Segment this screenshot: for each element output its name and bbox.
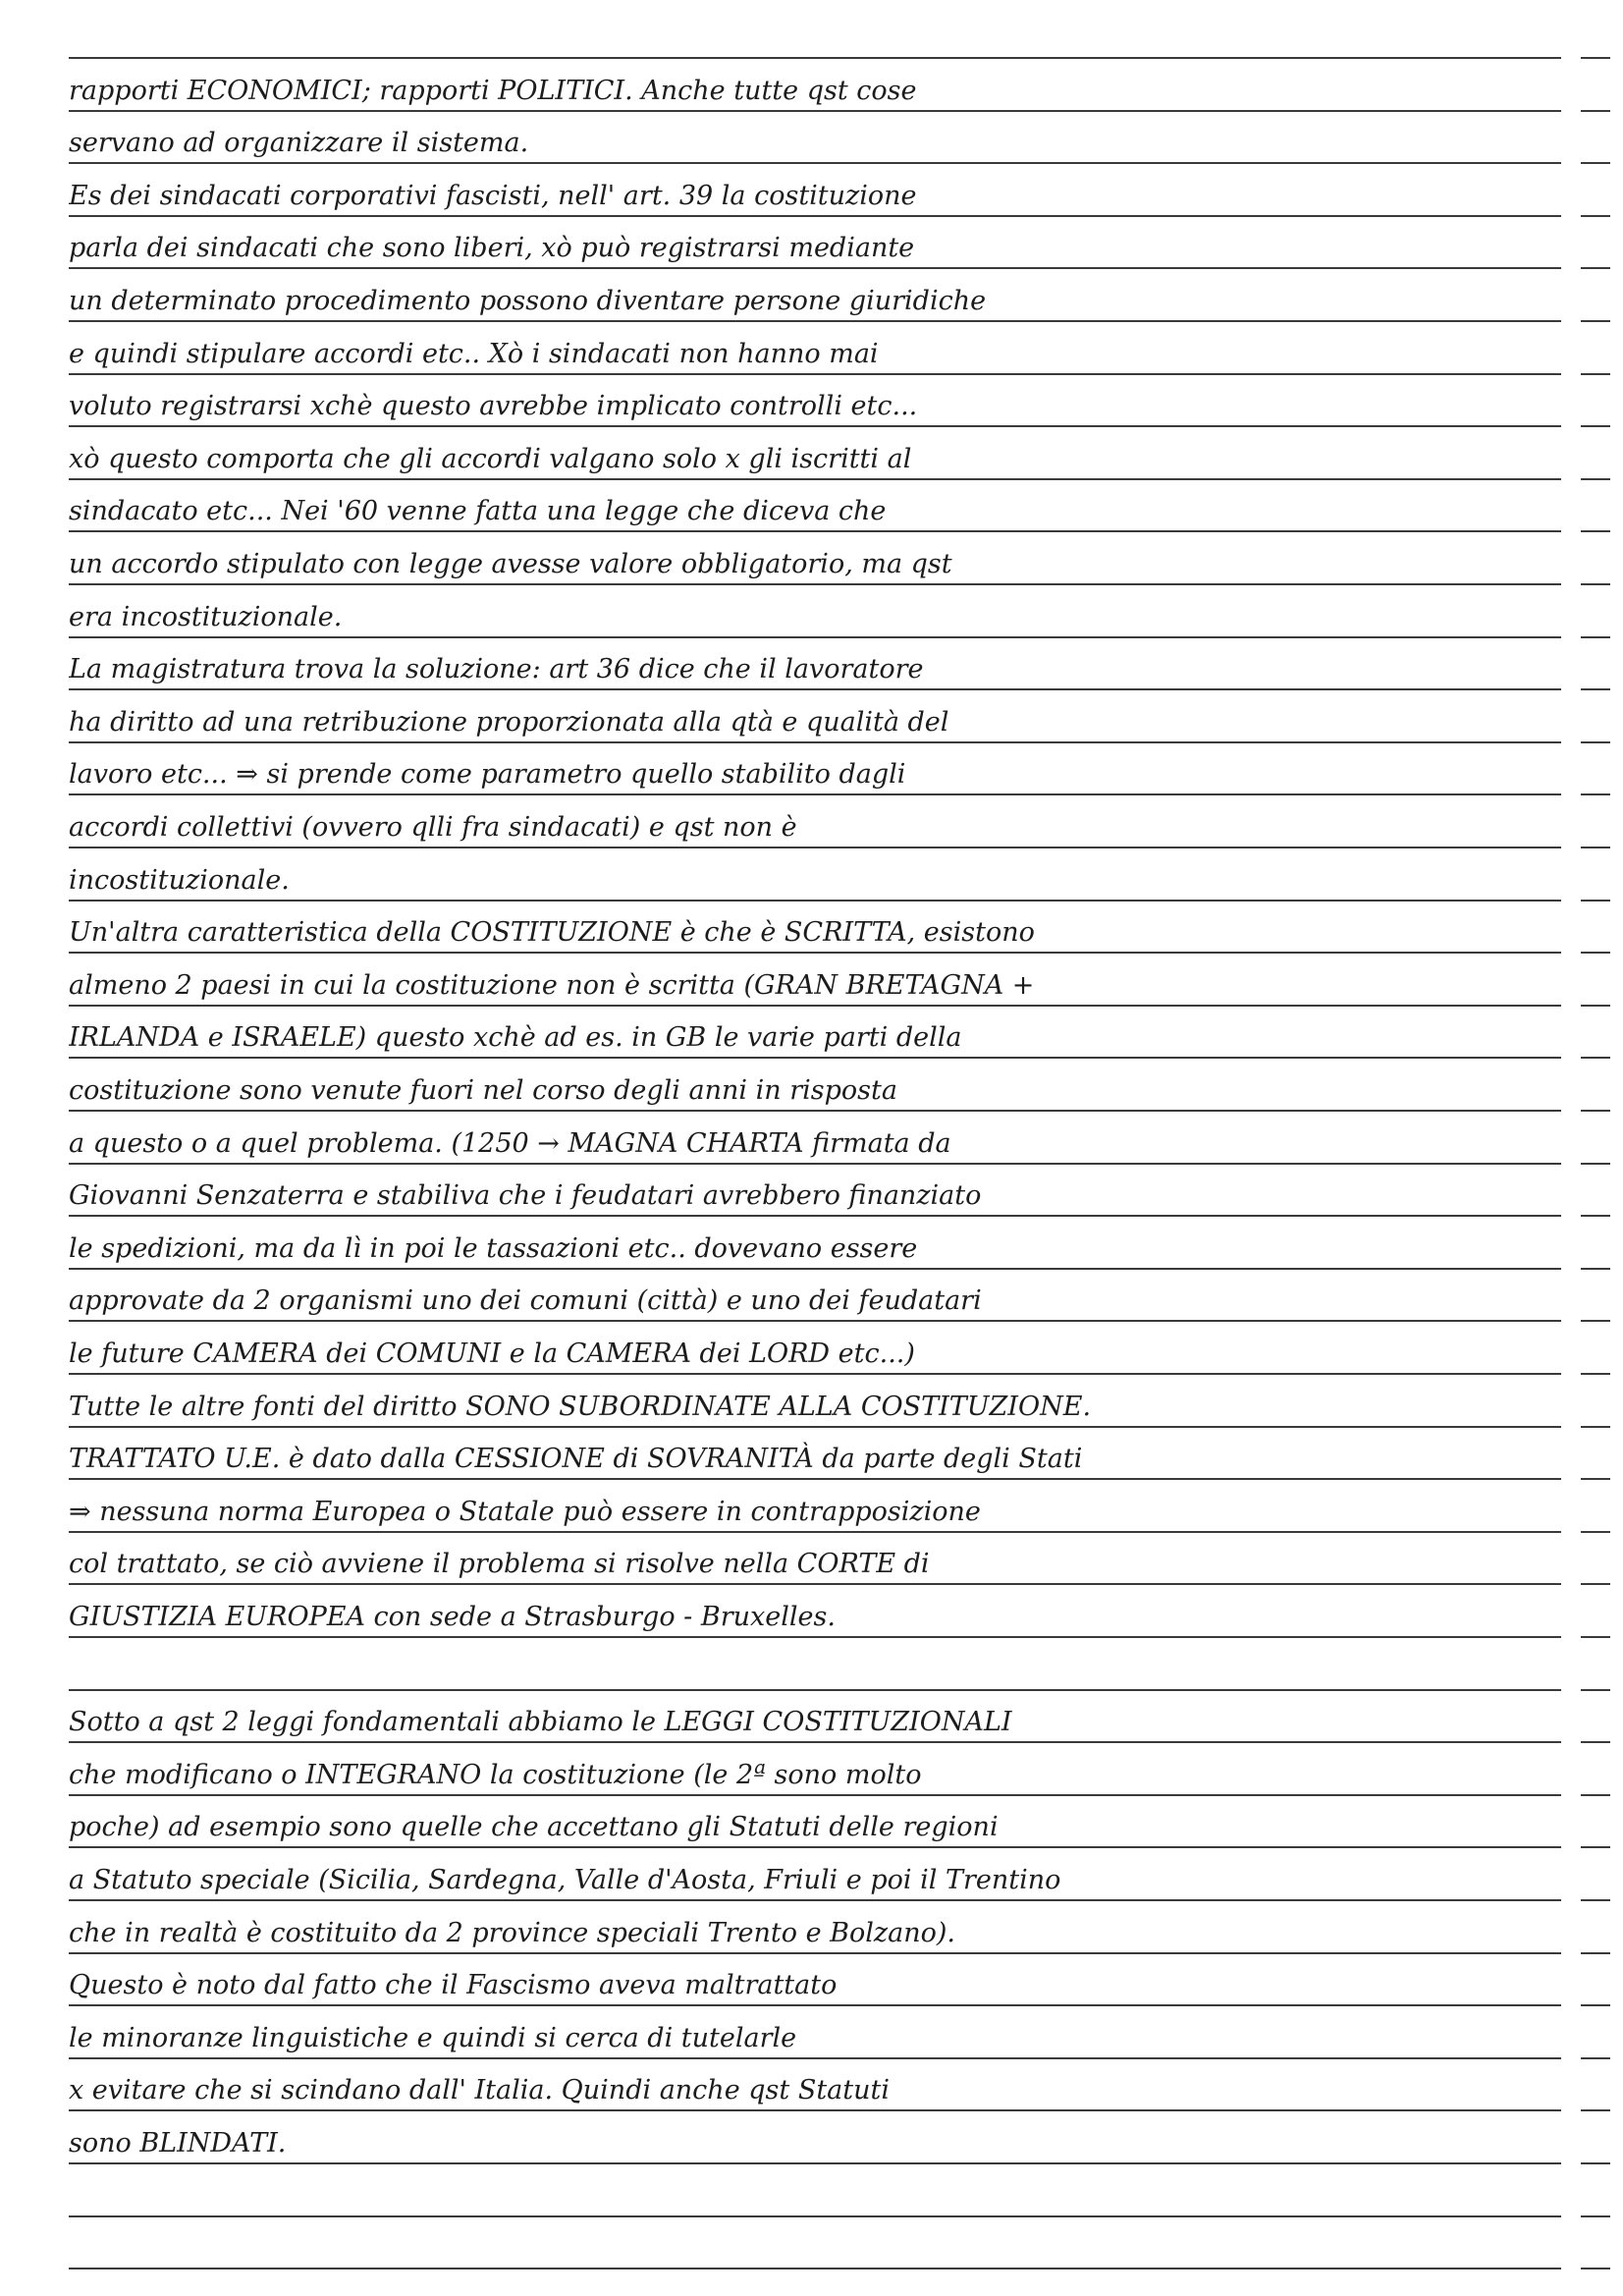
note-line: servano ad organizzare il sistema. xyxy=(69,128,529,159)
note-line: lavoro etc... ⇒ si prende come parametro quello stabilito dagli xyxy=(69,759,906,791)
margin-tick xyxy=(1581,741,1610,743)
note-line: e quindi stipulare accordi etc.. Xò i sindacati non hanno mai xyxy=(69,338,879,369)
note-line: sindacato etc... Nei '60 venne fatta una legge che diceva che xyxy=(69,496,887,527)
note-line: era incostituzionale. xyxy=(69,601,343,632)
note-line: che in realtà è costituito da 2 province speciali Trento e Bolzano). xyxy=(69,1917,955,1948)
note-line: sono BLINDATI. xyxy=(69,2128,287,2159)
note-line: x evitare che si scindano dall' Italia. Quindi anche qst Statuti xyxy=(69,2075,890,2106)
margin-tick xyxy=(1581,1846,1610,1848)
note-line: poche) ad esempio sono quelle che accettano gli Statuti delle regioni xyxy=(69,1812,999,1843)
note-line: Sotto a qst 2 leggi fondamentali abbiamo le LEGGI COSTITUZIONALI xyxy=(69,1707,1012,1738)
margin-tick xyxy=(1581,1689,1610,1691)
note-line: ha diritto ad una retribuzione proporzionata alla qtà e qualità del xyxy=(69,706,949,738)
margin-tick xyxy=(1581,110,1610,112)
margin-tick xyxy=(1581,478,1610,480)
note-line: IRLANDA e ISRAELE) questo xchè ad es. in GB le varie parti della xyxy=(69,1022,962,1054)
margin-tick xyxy=(1581,1163,1610,1165)
margin-tick xyxy=(1581,2162,1610,2164)
note-line: La magistratura trova la soluzione: art 36 dice che il lavoratore xyxy=(69,654,924,685)
margin-tick xyxy=(1581,1636,1610,1638)
margin-tick xyxy=(1581,2004,1610,2006)
note-line: un accordo stipulato con legge avesse valore obbligatorio, ma qst xyxy=(69,549,952,579)
margin-tick xyxy=(1581,2215,1610,2217)
margin-tick xyxy=(1581,215,1610,217)
note-line: a questo o a quel problema. (1250 → MAGNA CHARTA firmata da xyxy=(69,1127,951,1159)
note-line: le spedizioni, ma da lì in poi le tassazioni etc.. dovevano essere xyxy=(69,1232,918,1264)
note-line: Es dei sindacati corporativi fascisti, nell' art. 39 la costituzione xyxy=(69,180,917,211)
note-line: voluto registrarsi xchè questo avrebbe implicato controlli etc... xyxy=(69,391,918,422)
note-line: almeno 2 paesi in cui la costituzione non è scritta (GRAN BRETAGNA + xyxy=(69,969,1035,1001)
margin-tick xyxy=(1581,636,1610,638)
margin-tick xyxy=(1581,1426,1610,1428)
margin-tick xyxy=(1581,320,1610,322)
margin-tick xyxy=(1581,2109,1610,2111)
ruled-line xyxy=(69,2268,1561,2269)
note-line: Tutte le altre fonti del diritto SONO SUBORDINATE ALLA COSTITUZIONE. xyxy=(69,1391,1092,1422)
margin-tick xyxy=(1581,688,1610,690)
note-line: ⇒ nessuna norma Europea o Statale può essere in contrapposizione xyxy=(69,1496,981,1527)
note-line: accordi collettivi (ovvero qlli fra sindacati) e qst non è xyxy=(69,812,797,843)
ruled-line xyxy=(69,57,1561,59)
note-line: GIUSTIZIA EUROPEA con sede a Strasburgo - Bruxelles. xyxy=(69,1602,836,1632)
margin-tick xyxy=(1581,1583,1610,1585)
note-line: a Statuto speciale (Sicilia, Sardegna, Valle d'Aosta, Friuli e poi il Trentino xyxy=(69,1865,1061,1895)
note-line: Questo è noto dal fatto che il Fascismo aveva maltrattato xyxy=(69,1970,838,2001)
margin-tick xyxy=(1581,900,1610,902)
note-line: che modificano o INTEGRANO la costituzione (le 2ª sono molto xyxy=(69,1759,922,1790)
margin-tick xyxy=(1581,1952,1610,1954)
note-line: incostituzionale. xyxy=(69,864,290,896)
margin-tick xyxy=(1581,373,1610,375)
margin-tick xyxy=(1581,2268,1610,2269)
margin-tick xyxy=(1581,793,1610,795)
margin-tick xyxy=(1581,1373,1610,1375)
margin-tick xyxy=(1581,1320,1610,1322)
margin-tick xyxy=(1581,1899,1610,1901)
note-line: TRATTATO U.E. è dato dalla CESSIONE di SOVRANITÀ da parte degli Stati xyxy=(69,1444,1083,1475)
note-line xyxy=(69,1646,1566,1695)
margin-tick xyxy=(1581,952,1610,954)
margin-tick xyxy=(1581,57,1610,59)
margin-tick xyxy=(1581,267,1610,269)
margin-tick xyxy=(1581,583,1610,585)
margin-tick xyxy=(1581,1794,1610,1796)
note-line: Un'altra caratteristica della COSTITUZIONE è che è SCRITTA, esistono xyxy=(69,917,1035,949)
margin-tick xyxy=(1581,425,1610,427)
note-line: parla dei sindacati che sono liberi, xò può registrarsi mediante xyxy=(69,233,915,264)
note-line: Giovanni Senzaterra e stabiliva che i feudatari avrebbero finanziato xyxy=(69,1180,982,1212)
note-line: xò questo comporta che gli accordi valgano solo x gli iscritti al xyxy=(69,443,912,474)
note-line: approvate da 2 organismi uno dei comuni (città) e uno dei feudatari xyxy=(69,1285,982,1317)
margin-tick xyxy=(1581,1531,1610,1533)
margin-tick xyxy=(1581,847,1610,848)
margin-tick xyxy=(1581,1268,1610,1270)
margin-tick xyxy=(1581,1215,1610,1217)
note-line: costituzione sono venute fuori nel corso degli anni in risposta xyxy=(69,1075,897,1106)
margin-tick xyxy=(1581,1110,1610,1112)
margin-tick xyxy=(1581,1005,1610,1007)
note-line: rapporti ECONOMICI; rapporti POLITICI. Anche tutte qst cose xyxy=(69,75,917,106)
margin-tick xyxy=(1581,1057,1610,1059)
note-line: un determinato procedimento possono diventare persone giuridiche xyxy=(69,286,987,316)
margin-tick xyxy=(1581,1478,1610,1480)
note-line: le minoranze linguistiche e quindi si cerca di tutelarle xyxy=(69,2022,797,2053)
margin-tick xyxy=(1581,1741,1610,1743)
note-line: col trattato, se ciò avviene il problema si risolve nella CORTE di xyxy=(69,1549,930,1580)
margin-tick xyxy=(1581,530,1610,532)
margin-tick xyxy=(1581,162,1610,164)
ruled-line xyxy=(69,2215,1561,2217)
note-line: le future CAMERA dei COMUNI e la CAMERA dei LORD etc...) xyxy=(69,1339,915,1369)
margin-tick xyxy=(1581,2057,1610,2059)
